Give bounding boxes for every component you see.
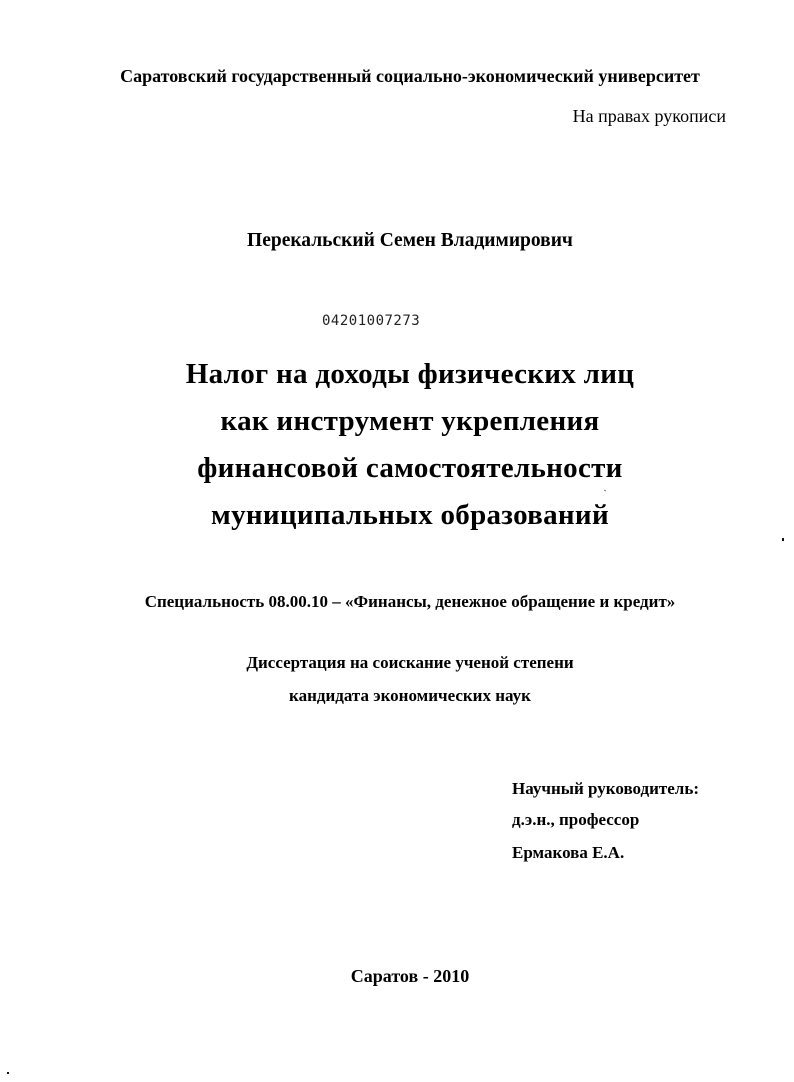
dissertation-line-1: Диссертация на соискание ученой степени <box>246 653 574 672</box>
scan-speck <box>7 1072 9 1074</box>
title-line-1: Налог на доходы физических лиц <box>185 358 635 390</box>
title-line-2: как инструмент укрепления <box>220 405 600 437</box>
author-name: Перекальский Семен Владимирович <box>247 230 573 251</box>
document-code: 04201007273 <box>322 313 421 329</box>
place-year: Саратов - 2010 <box>350 966 470 986</box>
dissertation-line-2: кандидата экономических наук <box>289 686 531 705</box>
advisor-degree: д.э.н., профессор <box>512 810 640 829</box>
university-name: Саратовский государственный социально-экономический университет <box>120 66 700 86</box>
specialty: Специальность 08.00.10 – «Финансы, денежное обращение и кредит» <box>144 592 676 611</box>
rights-notice: На правах рукописи <box>572 106 726 126</box>
advisor-heading: Научный руководитель: <box>512 779 699 798</box>
title-line-4: муниципальных образований <box>211 499 609 531</box>
scan-speck <box>604 490 606 492</box>
scan-speck <box>782 538 784 541</box>
advisor-name: Ермакова Е.А. <box>512 843 625 862</box>
title-line-3: финансовой самостоятельности <box>197 452 623 484</box>
